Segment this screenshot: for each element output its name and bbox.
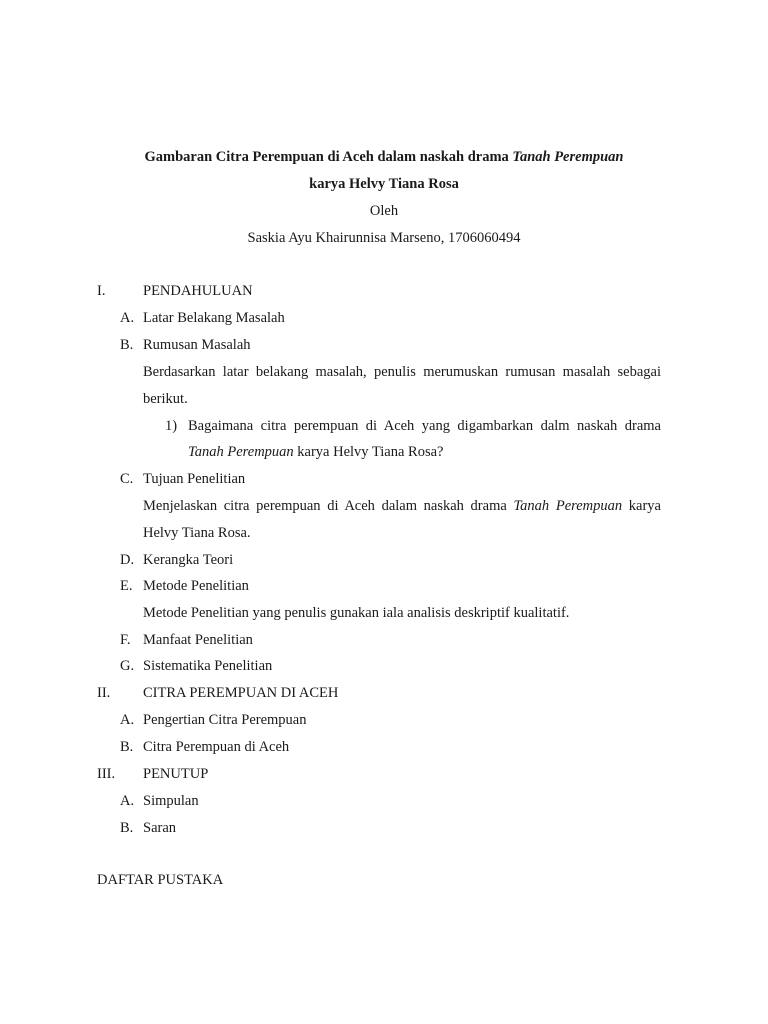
item-letter: A. — [120, 310, 135, 326]
section-heading: CITRA PEREMPUAN DI ACEH — [143, 685, 339, 701]
paragraph-line: berikut. — [143, 391, 188, 407]
item-letter: A. — [120, 712, 135, 728]
document-title-line1 — [0, 148, 768, 166]
section-heading: PENDAHULUAN — [143, 283, 253, 299]
item-label: Simpulan — [143, 793, 199, 809]
item-label: Sistematika Penelitian — [143, 658, 273, 674]
paragraph-line: Metode Penelitian yang penulis gunakan iala analisis deskriptif kualitatif. — [143, 605, 570, 621]
author-line: Saskia Ayu Khairunnisa Marseno, 1706060494 — [247, 230, 521, 246]
item-label: Tujuan Penelitian — [143, 471, 246, 487]
item-label: Metode Penelitian — [143, 578, 249, 594]
item-letter: B. — [120, 739, 134, 755]
sub-item-number: 1) — [165, 418, 178, 434]
italic-title: Tanah Perempuan — [513, 498, 623, 514]
title-italic-text: Tanah Perempuan — [512, 149, 624, 165]
paragraph-text: Menjelaskan citra perempuan di Aceh dalam naskah drama — [143, 498, 514, 514]
item-label: Manfaat Penelitian — [143, 632, 253, 648]
section-heading: PENUTUP — [143, 766, 209, 782]
item-label: Latar Belakang Masalah — [143, 310, 285, 326]
italic-title: Tanah Perempuan — [188, 444, 294, 460]
item-letter: A. — [120, 793, 135, 809]
by-line: Oleh — [369, 203, 399, 219]
sub-item-line: Bagaimana citra perempuan di Aceh yang digambarkan dalm naskah drama — [188, 418, 661, 434]
paragraph-line: Berdasarkan latar belakang masalah, penulis merumuskan rumusan masalah sebagai — [143, 364, 661, 380]
sub-item-line — [188, 443, 443, 461]
item-letter: F. — [120, 632, 131, 648]
sub-item-text: karya Helvy Tiana Rosa? — [293, 444, 444, 460]
item-letter: B. — [120, 820, 134, 836]
paragraph-line: Helvy Tiana Rosa. — [143, 525, 251, 541]
item-letter: E. — [120, 578, 133, 594]
title-text: Gambaran Citra Perempuan di Aceh dalam naskah drama — [144, 149, 513, 165]
item-label: Kerangka Teori — [143, 552, 234, 568]
item-letter: B. — [120, 337, 134, 353]
item-letter: G. — [120, 658, 135, 674]
section-numeral: II. — [97, 685, 111, 701]
item-label: Pengertian Citra Perempuan — [143, 712, 307, 728]
item-letter: D. — [120, 552, 135, 568]
paragraph-line — [143, 497, 661, 515]
item-label: Citra Perempuan di Aceh — [143, 739, 290, 755]
item-label: Saran — [143, 820, 177, 836]
section-numeral: I. — [97, 283, 106, 299]
paragraph-text: karya — [622, 498, 661, 514]
item-label: Rumusan Masalah — [143, 337, 251, 353]
item-letter: C. — [120, 471, 134, 487]
document-title-line2: karya Helvy Tiana Rosa — [309, 176, 459, 192]
bibliography-heading: DAFTAR PUSTAKA — [97, 872, 224, 888]
section-numeral: III. — [97, 766, 116, 782]
